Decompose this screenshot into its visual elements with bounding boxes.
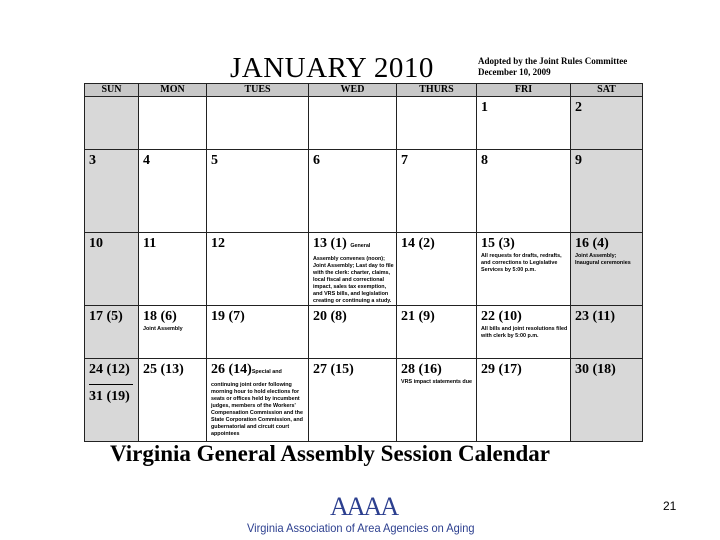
day-cell — [571, 97, 643, 150]
adoption-line-2: December 10, 2009 — [478, 67, 551, 77]
week-row — [85, 359, 643, 442]
day-number: 11 — [143, 236, 157, 251]
day-number-with-label — [313, 235, 396, 255]
day-number: 9 — [575, 153, 582, 168]
day-cell — [477, 97, 571, 150]
divider — [89, 384, 133, 385]
day-cell — [207, 233, 309, 306]
weekday-header: TUES — [207, 84, 309, 97]
weekday-header: FRI — [477, 84, 571, 97]
day-number: 12 — [211, 236, 225, 251]
adoption-line-1: Adopted by the Joint Rules Committee — [478, 56, 628, 66]
day-cell — [571, 306, 643, 359]
day-number: 8 — [481, 153, 488, 168]
day-number: 3 — [89, 153, 96, 168]
day-cell — [397, 306, 477, 359]
day-number: 1 — [481, 100, 488, 115]
day-number: 20 (8) — [313, 309, 347, 324]
calendar-grid — [84, 83, 643, 442]
event-note: Assembly convenes (noon); Joint Assembly; Last day to file with the clerk: charter, claims, local fiscal and correctional impact, sales tax exemption, and VRS bills, and legislation creating or continuing a study. — [313, 256, 394, 304]
empty-day-cell — [397, 97, 477, 150]
day-cell — [207, 150, 309, 233]
day-number-with-label — [211, 361, 308, 381]
day-cell — [85, 359, 139, 442]
adoption-note — [478, 56, 627, 78]
weekday-header: WED — [309, 84, 397, 97]
day-number: 31 (19) — [89, 389, 130, 404]
day-number: 22 (10) — [481, 309, 522, 324]
day-cell — [571, 359, 643, 442]
week-row — [85, 150, 643, 233]
day-cell — [207, 359, 309, 442]
weekday-header: THURS — [397, 84, 477, 97]
day-number: 16 (4) — [575, 236, 609, 251]
day-number: 2 — [575, 100, 582, 115]
day-number: 18 (6) — [143, 309, 177, 324]
day-cell — [139, 359, 207, 442]
day-cell — [139, 233, 207, 306]
day-number: 21 (9) — [401, 309, 435, 324]
day-cell — [85, 306, 139, 359]
day-number: 4 — [143, 153, 150, 168]
week-row — [85, 97, 643, 150]
day-cell — [397, 233, 477, 306]
event-note: VRS impact statements due — [401, 379, 472, 385]
day-number: 27 (15) — [313, 362, 354, 377]
day-number: 28 (16) — [401, 362, 442, 377]
day-cell — [477, 150, 571, 233]
month-title: JANUARY 2010 — [230, 52, 434, 84]
event-note-start: General — [350, 243, 371, 249]
day-cell — [309, 359, 397, 442]
day-cell — [309, 233, 397, 306]
day-number: 23 (11) — [575, 309, 616, 324]
event-note: All bills and joint resolutions filed with clerk by 5:00 p.m. — [481, 326, 568, 339]
empty-day-cell — [85, 97, 139, 150]
day-number: 30 (18) — [575, 362, 616, 377]
event-note: Joint Assembly — [143, 326, 183, 332]
day-cell — [85, 233, 139, 306]
event-note: All requests for drafts, redrafts, and corrections to Legislative Services by 5:00 p.m. — [481, 253, 562, 273]
day-cell — [309, 150, 397, 233]
day-number: 15 (3) — [481, 236, 515, 251]
day-cell — [85, 150, 139, 233]
week-row — [85, 233, 643, 306]
day-cell — [397, 359, 477, 442]
event-note: Joint Assembly; Inaugural ceremonies — [575, 253, 631, 266]
weekday-header: MON — [139, 84, 207, 97]
day-number: 24 (12) — [89, 362, 130, 377]
empty-day-cell — [207, 97, 309, 150]
day-cell — [139, 306, 207, 359]
day-cell — [477, 306, 571, 359]
calendar-caption: Virginia General Assembly Session Calendar — [110, 441, 550, 466]
day-number: 19 (7) — [211, 309, 245, 324]
association-name: Virginia Association of Area Agencies on Aging — [247, 521, 475, 535]
day-cell — [571, 150, 643, 233]
week-row — [85, 306, 643, 359]
aaaa-logo: AAAA — [330, 492, 398, 521]
day-cell — [477, 359, 571, 442]
weekday-header: SAT — [571, 84, 643, 97]
weekday-header: SUN — [85, 84, 139, 97]
day-cell — [397, 150, 477, 233]
day-number: 13 (1) — [313, 236, 347, 251]
day-number: 29 (17) — [481, 362, 522, 377]
day-cell — [571, 233, 643, 306]
weekday-header-row — [85, 84, 643, 97]
day-cell — [207, 306, 309, 359]
day-number: 25 (13) — [143, 362, 184, 377]
page-number: 21 — [663, 499, 677, 513]
day-number: 14 (2) — [401, 236, 435, 251]
day-number: 5 — [211, 153, 218, 168]
empty-day-cell — [309, 97, 397, 150]
day-cell — [477, 233, 571, 306]
day-number: 17 (5) — [89, 309, 123, 324]
event-note: continuing joint order following morning hour to hold elections for seats or offices held by incumbent judges, members of the Workers' Compensation Commission and the State Corporation Commission, and gubernatorial and circuit court appointees — [211, 382, 303, 437]
empty-day-cell — [139, 97, 207, 150]
event-note-start: Special and — [251, 369, 282, 375]
day-number: 7 — [401, 153, 408, 168]
day-number: 6 — [313, 153, 320, 168]
day-number: 10 — [89, 236, 103, 251]
day-cell — [309, 306, 397, 359]
day-cell — [139, 150, 207, 233]
day-number: 26 (14) — [211, 362, 252, 377]
